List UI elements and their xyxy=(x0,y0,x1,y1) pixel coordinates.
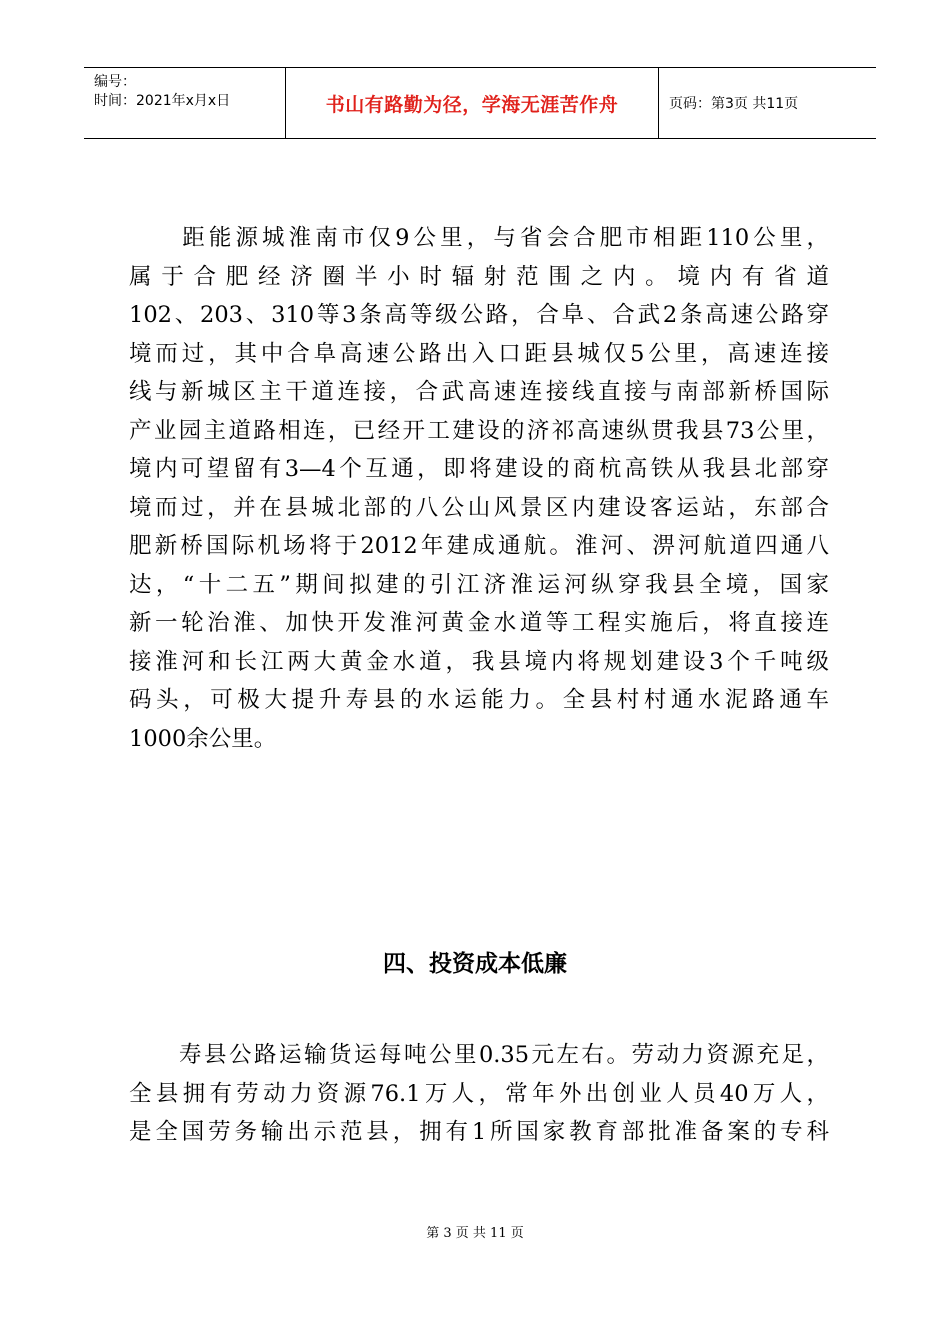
header-meta-cell xyxy=(84,68,286,138)
text-line: 全县拥有劳动力资源76.1万人，常年外出创业人员40万人， xyxy=(129,1080,829,1107)
header-page-cell xyxy=(659,68,876,138)
page-header xyxy=(84,67,876,139)
header-page-info: 页码：第3页 共11页 xyxy=(669,96,799,112)
page-footer: 第 3 页 共 11 页 xyxy=(426,1226,524,1241)
text-line: 产业园主道路相连，已经开工建设的济祁高速纵贯我县73公里， xyxy=(129,417,829,444)
document-number-label: 编号： xyxy=(94,74,136,90)
text-line: 新一轮治淮、加快开发淮河黄金水道等工程实施后，将直接连 xyxy=(129,610,829,636)
text-line: 达，“十二五”期间拟建的引江济淮运河纵穿我县全境，国家 xyxy=(129,571,829,598)
text-line: 1000余公里。 xyxy=(129,725,277,752)
text-line: 境而过，并在县城北部的八公山风景区内建设客运站，东部合 xyxy=(129,494,829,521)
paragraph-costs xyxy=(129,1036,829,1152)
section-heading: 四、投资成本低廉 xyxy=(383,951,567,977)
text-line: 境内可望留有3—4个互通，即将建设的商杭高铁从我县北部穿 xyxy=(129,456,829,482)
text-line: 肥新桥国际机场将于2012年建成通航。淮河、淠河航道四通八 xyxy=(129,533,829,559)
text-line: 是全国劳务输出示范县，拥有1所国家教育部批准备案的专科 xyxy=(129,1119,829,1145)
text-line: 线与新城区主干道连接，合武高速连接线直接与南部新桥国际 xyxy=(129,379,829,405)
header-motto: 书山有路勤为径，学海无涯苦作舟 xyxy=(325,93,619,116)
text-line: 境而过，其中合阜高速公路出入口距县城仅5公里，高速连接 xyxy=(129,340,829,367)
document-time-label: 时间：2021年x月x日 xyxy=(94,93,231,109)
header-motto-cell xyxy=(286,68,659,138)
text-line: 码头，可极大提升寿县的水运能力。全县村村通水泥路通车 xyxy=(129,687,829,713)
paragraph-transport xyxy=(129,219,829,758)
text-line: 接淮河和长江两大黄金水道，我县境内将规划建设3个千吨级 xyxy=(129,648,829,675)
text-line: 寿县公路运输货运每吨公里0.35元左右。劳动力资源充足， xyxy=(129,1042,829,1068)
text-line: 距能源城淮南市仅9公里，与省会合肥市相距110公里， xyxy=(129,225,829,251)
text-line: 属于合肥经济圈半小时辐射范围之内。境内有省道 xyxy=(129,263,829,290)
text-line: 102、203、310等3条高等级公路，合阜、合武2条高速公路穿 xyxy=(129,302,829,328)
